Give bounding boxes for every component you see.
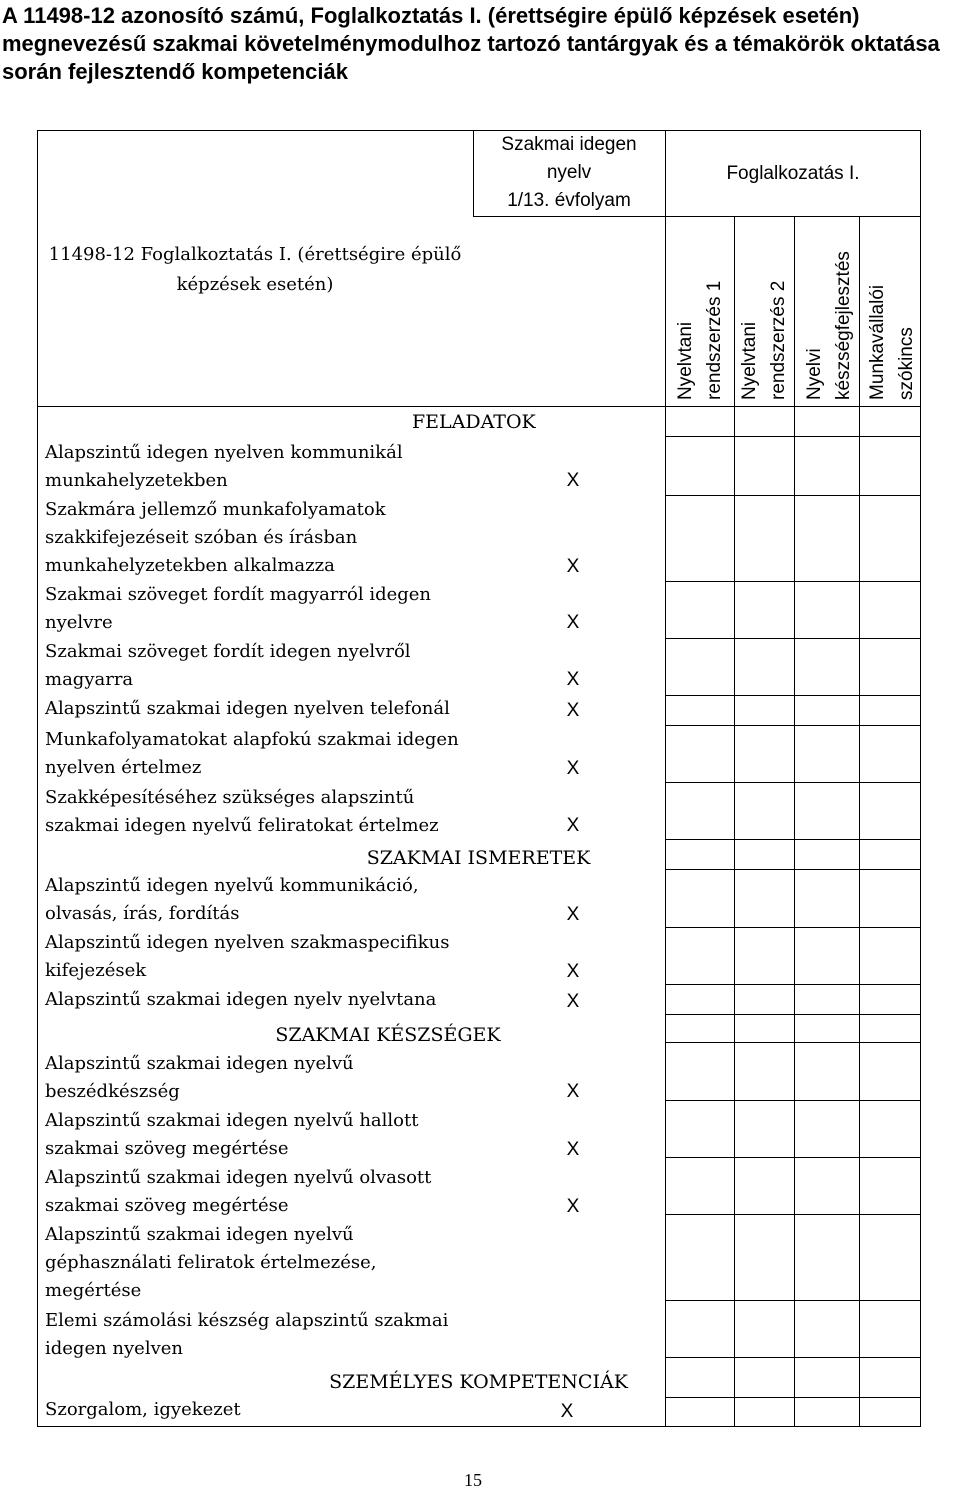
topic-header-3 [800,251,858,400]
topic-1-line1: Nyelvtani [675,321,696,400]
task-row-3-mark: X [566,612,580,633]
row-line [665,1100,921,1101]
personal-row-1 [45,1396,241,1424]
task-row-6 [45,726,459,782]
table-border-left [37,130,38,1427]
task-row-6-mark: X [566,758,580,779]
topic-4-line1: Munkavállalói [867,284,888,400]
row-line [665,725,921,726]
row-text: Alapszintű szakmai idegen nyelvű hallott [45,1110,419,1131]
row-line [665,1014,921,1015]
page-number: 15 [464,1470,482,1490]
row-text: Szakmára jellemző munkafolyamatok [45,499,386,520]
row-line [665,436,921,437]
task-row-4 [45,638,411,694]
row-line [665,927,921,928]
row-line [665,839,921,840]
skills-row-2 [45,1107,418,1163]
row-line [665,984,921,985]
row-text: idegen nyelven [45,1338,184,1359]
row-text: Szorgalom, igyekezet [45,1399,241,1420]
knowledge-row-3 [45,986,436,1014]
row-text: Alapszintű szakmai idegen nyelvű [45,1053,354,1074]
task-row-3 [45,581,431,637]
header-bottom-line [37,406,921,407]
row-text: szakkifejezéseit szóban és írásban [45,527,358,548]
task-row-7-mark: X [566,815,580,836]
skills-row-1-mark: X [566,1081,580,1102]
task-row-1 [45,439,403,495]
section-personal: SZEMÉLYES KOMPETENCIÁK [329,1371,628,1393]
competency-table [37,130,921,1427]
topic-2-line2: rendszerzés 2 [768,280,789,400]
knowledge-row-3-mark: X [566,991,580,1012]
knowledge-row-2-mark: X [566,961,580,982]
knowledge-row-1-mark: X [566,904,580,925]
skills-row-3-mark: X [566,1196,580,1217]
topic-3-line2: készségfejlesztés [833,251,854,400]
row-line [665,1357,921,1358]
row-text: olvasás, írás, fordítás [45,903,240,924]
skills-row-2-mark: X [566,1139,580,1160]
knowledge-row-1 [45,872,419,928]
column-divider-3 [794,216,795,1427]
column-divider-1 [665,130,666,1427]
row-text: Alapszintű idegen nyelven kommunikál [45,442,403,463]
row-text: Munkafolyamatokat alapfokú szakmai idegen [45,729,459,750]
topic-header-2 [735,281,793,400]
task-row-1-mark: X [566,470,580,491]
task-row-4-mark: X [566,669,580,690]
skills-row-1 [45,1050,354,1106]
skills-row-3 [45,1164,431,1220]
row-text: Alapszintű idegen nyelven szakmaspecifikus [45,932,450,953]
knowledge-row-2 [45,929,450,985]
table-border-bottom [37,1426,921,1427]
skills-row-5 [45,1307,448,1363]
row-line [665,495,921,496]
topic-4-line2: szókincs [896,327,917,400]
task-row-2-mark: X [566,556,580,577]
row-text: Alapszintű szakmai idegen nyelvű olvasott [45,1167,432,1188]
section-skills: SZAKMAI KÉSZSÉGEK [275,1024,501,1046]
personal-row-1-mark: X [560,1401,574,1422]
column-divider-4 [859,216,860,1427]
module-label-line1: 11498-12 Foglalkoztatás I. (érettségire épülő [48,244,462,265]
row-line [665,695,921,696]
row-text: munkahelyzetekben [45,470,228,491]
module-label [37,240,473,300]
row-line [665,581,921,582]
row-text: Alapszintű szakmai idegen nyelv nyelvtana [45,989,437,1010]
row-line [665,638,921,639]
section-knowledge: SZAKMAI ISMERETEK [366,847,591,869]
row-line [665,1397,921,1398]
subject-title-line3: 1/13. évfolyam [507,190,631,211]
row-text: megértése [45,1280,142,1301]
row-text: kifejezések [45,960,147,981]
row-text: beszédkészség [45,1081,180,1102]
row-text: Szakmai szöveget fordít magyarról idegen [45,584,432,605]
row-line [665,1214,921,1215]
topic-header-1 [671,281,729,400]
section-tasks: FELADATOK [412,411,536,433]
topic-1-line2: rendszerzés 1 [704,280,725,400]
row-text: Szakképesítéséhez szükséges alapszintű [45,787,415,808]
row-text: Elemi számolási készség alapszintű szakmai [45,1310,449,1331]
task-row-7 [45,784,439,840]
row-text: szakmai szöveg megértése [45,1138,289,1159]
row-text: szakmai idegen nyelvű feliratokat értelmez [45,815,439,836]
task-row-5-mark: X [566,700,580,721]
header-divider-horizontal [473,216,921,217]
row-line [665,1157,921,1158]
skills-row-4 [45,1221,377,1305]
subject-title-line1: Szakmai idegen [501,134,637,155]
task-row-5 [45,695,450,723]
row-text: Alapszintű szakmai idegen nyelven telefonál [45,698,450,719]
row-text: Szakmai szöveget fordít idegen nyelvről [45,641,411,662]
document-heading: A 11498-12 azonosító számú, Foglalkoztatás I. (érettségire épülő képzések esetén) megnevezésű szakmai követelménymodulhoz tartozó tantárgyak és a témakörök oktatása során fejlesztendő kompetenciák [2,3,940,84]
row-text: géphasználati feliratok értelmezése, [45,1252,377,1273]
module-label-line2: képzések esetén) [176,274,334,295]
row-text: nyelvre [45,612,113,633]
row-text: magyarra [45,669,134,690]
subject-title [473,131,665,215]
row-line [665,782,921,783]
row-text: Alapszintű idegen nyelvű kommunikáció, [45,875,419,896]
row-text: Alapszintű szakmai idegen nyelvű [45,1224,354,1245]
row-text: szakmai szöveg megértése [45,1195,289,1216]
topic-2-line1: Nyelvtani [739,321,760,400]
topic-header-4 [863,285,921,400]
row-text: nyelven értelmez [45,757,202,778]
task-row-2 [45,496,386,580]
row-text: munkahelyzetekben alkalmazza [45,555,335,576]
course-title: Foglalkozatás I. [726,163,860,184]
subject-title-line2: nyelv [546,162,592,183]
topic-3-line1: Nyelvi [804,348,825,400]
row-line [665,1300,921,1301]
